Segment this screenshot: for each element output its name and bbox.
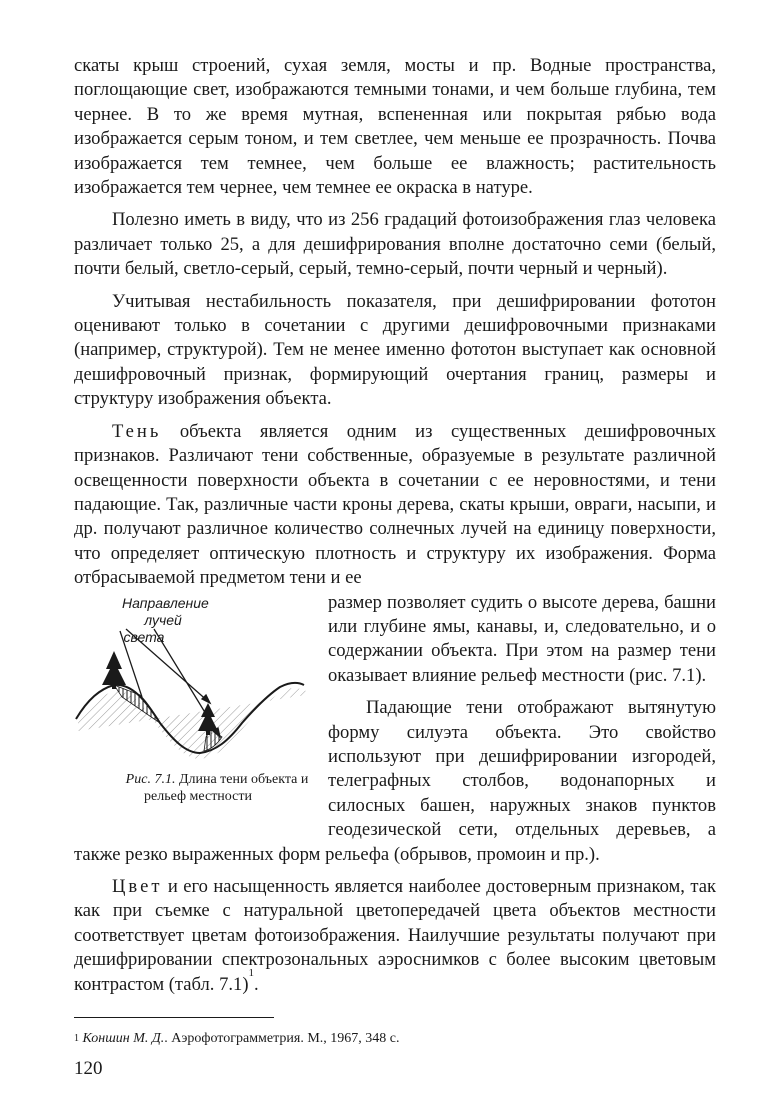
page-number: 120 — [74, 1058, 103, 1079]
paragraph-2: Полезно иметь в виду, что из 256 градаций фотоизображения глаз человека различает только 25, а для дешифрирования вполне достаточно семи (белый, почти белый, светло-серый, серый, темно-серый, почти черный и черный). — [74, 209, 716, 280]
footnote — [74, 1030, 400, 1048]
footnote-ref: 1 — [248, 966, 255, 979]
paragraph-3: Учитывая нестабильность показателя, при дешифрировании фототон оценивают только в сочетании с другими дешифровочными признаками (например, структурой). Тем не менее именно фототон выступает как основной дешифровочный признак, формирующий очертания границ, размеры и структуру изображения объекта. — [74, 290, 716, 410]
paragraph-4-text-a: объекта является одним из существенных дешифровочных признаков. Различают тени собственные, образуемые в результате различной освещенности поверхности объекта в сочетании с ее неровностями, и тени падающие. Так, различные части кроны дерева, скаты крыши, овраги, насыпи, и др. получают различное количество солнечных лучей на единицу поверхности, что определяет оптическую плотность и структуру их изображения. — [74, 420, 716, 564]
figure-7-1 — [74, 591, 316, 817]
figure-label-line1: Направление — [122, 594, 209, 611]
paragraph-6 — [74, 875, 716, 997]
paragraph-5: Падающие тени отображают вытянутую форму силуэта объекта. Это свойство используют при дешифрировании изгородей, телеграфных столбов, водонапорных и силосных башен, наружных знаков пунктов геодезической сети, отдельных деревьев, а также резко выраженных форм рельефа (обрывов, промоин и пр.). — [74, 697, 716, 865]
paragraph-6-end: . — [254, 973, 259, 995]
paragraph-4-text-b1: Форма отбрасываемой предметом тени и ее — [74, 542, 716, 589]
footnote-mark: 1 — [74, 1033, 79, 1044]
page-body — [74, 54, 716, 1005]
figure-caption-text: Длина тени объекта и рельеф местности — [144, 771, 309, 804]
figure-direction-label — [84, 594, 209, 646]
figure-caption-number: Рис. 7.1. — [125, 771, 176, 787]
term-shadow: Тень — [112, 420, 162, 442]
term-color: Цвет — [112, 876, 163, 897]
footnote-text: . Аэрофотограмметрия. М., 1967, 348 с. — [164, 1031, 400, 1046]
footnote-author: Коншин М. Д. — [82, 1031, 165, 1046]
paragraph-4-text-b2: размер позволяет судить о высоте дерева, башни или глубине ямы, канавы, и, следовательно, и о содержании объекта. При этом на размер тени оказывает влияние рельеф местности (рис. 7.1). — [328, 591, 716, 686]
figure-label-line2: лучей света — [123, 611, 182, 645]
paragraph-1: скаты крыш строений, сухая земля, мосты и пр. Водные пространства, поглощающие свет, изображаются темными тонами, и чем больше глубина, тем чернее. В то же время мутная, вспененная или покрытая рябью вода изображается серым тоном, и тем светлее, чем меньше ее прозрачность. Почва изображается тем темнее, чем больше ее влажность; растительность изображается тем чернее, чем темнее ее окраска в натуре. — [74, 55, 716, 199]
tree-left-icon — [102, 651, 126, 689]
footnote-divider — [74, 1017, 274, 1018]
paragraph-6-text: и его насыщенность является наиболее достоверным признаком, так как при съемке с натуральной цветопередачей цвета объектов местности соответствует цветам фотоизображения. Наилучшие результаты получают при дешифрировании спектрозональных аэроснимков с более высоким цветовым контрастом (табл. 7.1) — [74, 876, 716, 995]
figure-caption — [80, 771, 316, 805]
